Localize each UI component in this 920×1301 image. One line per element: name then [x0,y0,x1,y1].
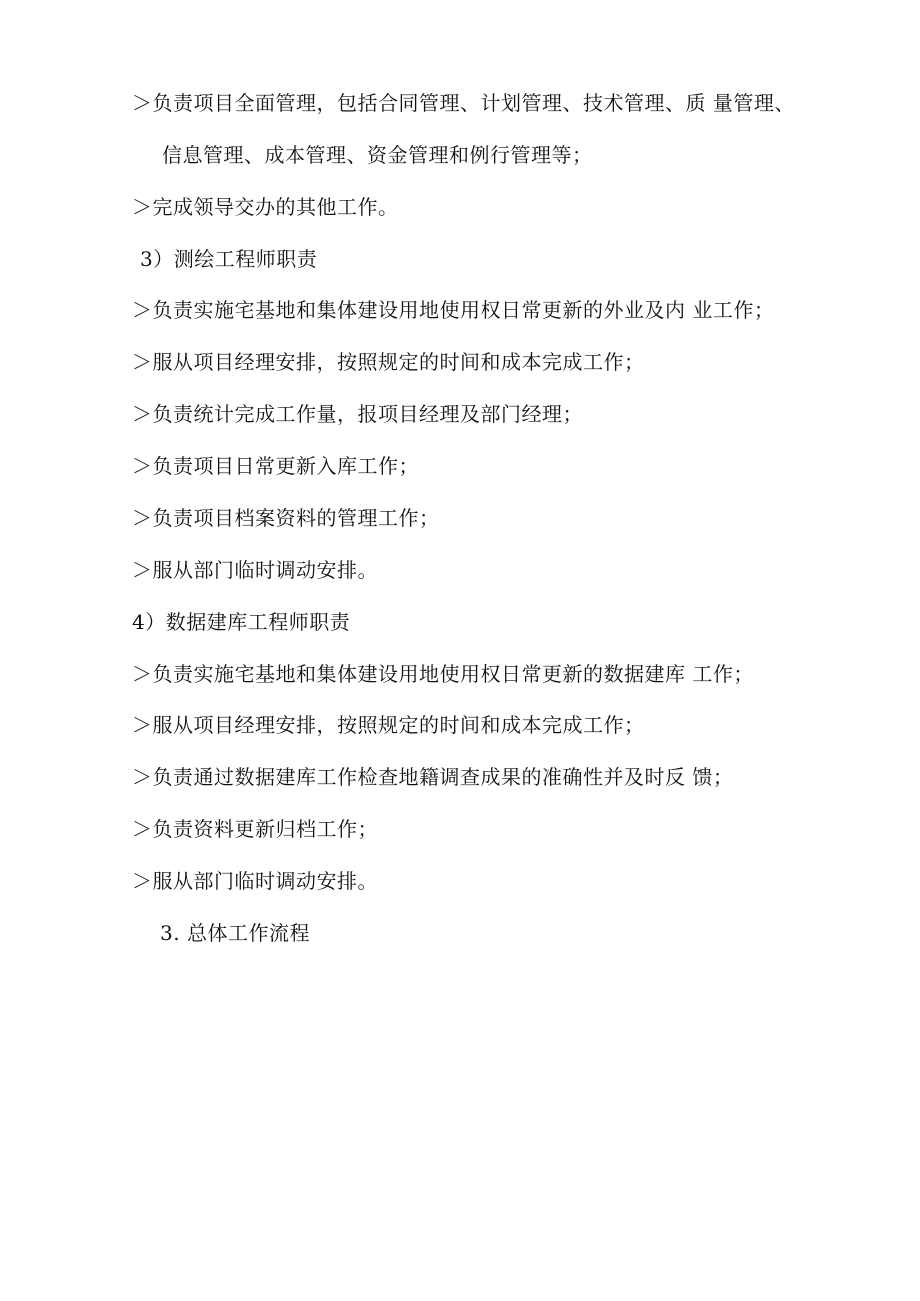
duty-line: ＞负责实施宅基地和集体建设用地使用权日常更新的外业及内 业工作； [132,298,775,322]
duty-line: ＞负责项目日常更新入库工作； [132,454,419,478]
subsection-heading: 3. 总体工作流程 [160,921,310,945]
duty-line: ＞负责资料更新归档工作； [132,817,378,841]
duty-line: ＞服从项目经理安排，按照规定的时间和成本完成工作； [132,713,645,737]
duty-line: ＞负责实施宅基地和集体建设用地使用权日常更新的数据建库 工作； [132,662,754,686]
section-heading: 4）数据建库工程师职责 [132,610,351,634]
duty-line: ＞负责统计完成工作量，报项目经理及部门经理； [132,402,583,426]
duty-line: ＞服从部门临时调动安排。 [132,558,378,582]
duty-line: ＞服从项目经理安排，按照规定的时间和成本完成工作； [132,350,645,374]
duty-line: ＞负责项目档案资料的管理工作； [132,506,440,530]
duty-line-continuation: 信息管理、成本管理、资金管理和例行管理等； [162,143,593,167]
section-heading: 3）测绘工程师职责 [140,247,318,271]
duty-line: ＞负责通过数据建库工作检查地籍调查成果的准确性并及时反 馈； [132,765,734,789]
duty-line: ＞负责项目全面管理，包括合同管理、计划管理、技术管理、质 量管理、 [132,91,795,115]
duty-line: ＞完成领导交办的其他工作。 [132,195,399,219]
duty-line: ＞服从部门临时调动安排。 [132,869,378,893]
